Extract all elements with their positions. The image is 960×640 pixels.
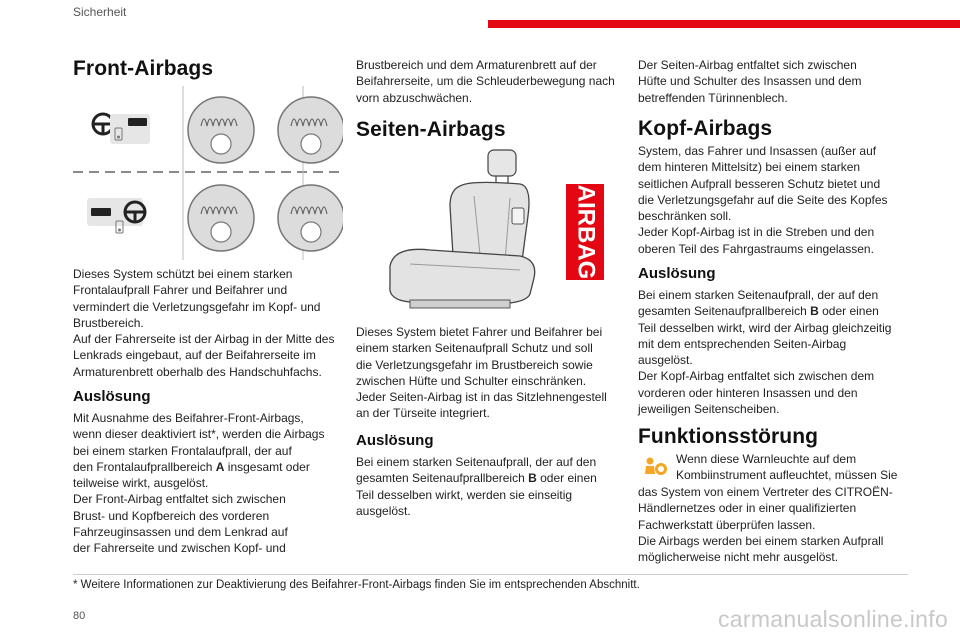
front-airbags-triggering: Mit Ausnahme des Beifahrer-Front-Airbags, wenn dieser deaktiviert ist*, werden die Airbags bei einem starken Frontalaufprall, der auf den Frontalaufprallbereich A insgesamt oder teilweise wirkt, ausgelöst. Der Front-Airbag entfaltet sich zwischen Brust- und Kopfbereich des vorderen Fahrzeuginsassen und dem Lenkrad auf der Fahrerseite und zwischen Kopf- und — [73, 411, 325, 556]
watermark: carmanualsonline.info — [718, 606, 949, 632]
front-airbags-continued: Brustbereich und dem Armaturenbrett auf der Beifahrerseite, um die Schleuderbewegung nach vorn abzuschwächen. — [356, 58, 615, 105]
head-airbags-triggering: Bei einem starken Seitenaufprall, der auf den gesamten Seitenaufprallbereich B oder einen Teil desselben wirkt, wird der Airbag gleichzeitig mit dem entsprechenden Seiten-Airbag ausgelöst. Der Kopf-Airbag entfaltet sich zwischen dem vorderen oder hinteren Insassen und den jeweiligen Seitenscheiben. — [638, 288, 892, 417]
front-airbag-figure — [73, 86, 343, 260]
heading-front-airbags: Front-Airbags — [73, 57, 214, 80]
footnote: * Weitere Informationen zur Deaktivierung des Beifahrer-Front-Airbags finden Sie im entsprechenden Abschnitt. — [73, 579, 640, 591]
subheading-ausloesung-side: Auslösung — [356, 432, 434, 449]
malfunction-description: das System von einem Vertreter des CITROËN- Händlernetzes oder in einer qualifizierten Fachwerkstatt überprüfen lassen. Die Airbags werden bei einem starken Aufprall möglicherweise nicht mehr ausgelöst. — [638, 485, 893, 565]
airbag-warning-lamp-icon — [642, 455, 668, 477]
footnote-divider — [73, 574, 908, 575]
subheading-ausloesung-front: Auslösung — [73, 388, 151, 405]
side-airbags-triggering: Bei einem starken Seitenaufprall, der auf den gesamten Seitenaufprallbereich B oder einen Teil desselben wirkt, werden sie einseitig ausgelöst. — [356, 455, 597, 518]
side-airbags-description: Dieses System bietet Fahrer und Beifahrer bei einem starken Seitenaufprall Schutz und soll die Verletzungsgefahr im Brustbereich sowie zwischen Hüfte und Schulter einschränken. Jeder Seiten-Airbag ist in das Sitzlehnengestell an der Türseite integriert. — [356, 325, 607, 421]
airbag-deflated-icon — [188, 97, 254, 163]
page-number: 80 — [73, 610, 86, 622]
side-airbags-continued: Der Seiten-Airbag entfaltet sich zwischen Hüfte und Schulter des Insassen und dem betreffenden Türinnenblech. — [638, 58, 862, 105]
running-header: Sicherheit — [73, 5, 127, 19]
front-airbags-description: Dieses System schützt bei einem starken Frontalaufprall Fahrer und Beifahrer und vermindert die Verletzungsgefahr im Kopf- und Brustbereich. Auf der Fahrerseite ist der Airbag in der Mitte des Lenkrads eingebaut, auf der Beifahrerseite im Armaturenbrett oberhalb des Handschuhfachs. — [73, 267, 335, 379]
airbag-label: AIRBAG — [572, 184, 600, 280]
heading-kopf-airbags: Kopf-Airbags — [638, 117, 773, 140]
heading-funktionsstoerung: Funktionsstörung — [638, 425, 819, 448]
header-accent-bar — [488, 20, 960, 28]
subheading-ausloesung-head: Auslösung — [638, 265, 716, 282]
heading-seiten-airbags: Seiten-Airbags — [356, 118, 506, 141]
side-airbag-seat-figure — [370, 146, 610, 316]
malfunction-indented: Wenn diese Warnleuchte auf dem Kombiinstrument aufleuchtet, müssen Sie — [676, 452, 898, 483]
head-airbags-description: System, das Fahrer und Insassen (außer auf dem hinteren Mittelsitz) bei einem starken seitlichen Aufprall besseren Schutz bietet und die Verletzungsgefahr auf die Seite des Kopfes beschränken soll. Jeder Kopf-Airbag ist in die Streben und den oberen Teil des Fahrgastraums eingelassen. — [638, 144, 888, 256]
airbag-block-icon — [128, 118, 147, 126]
